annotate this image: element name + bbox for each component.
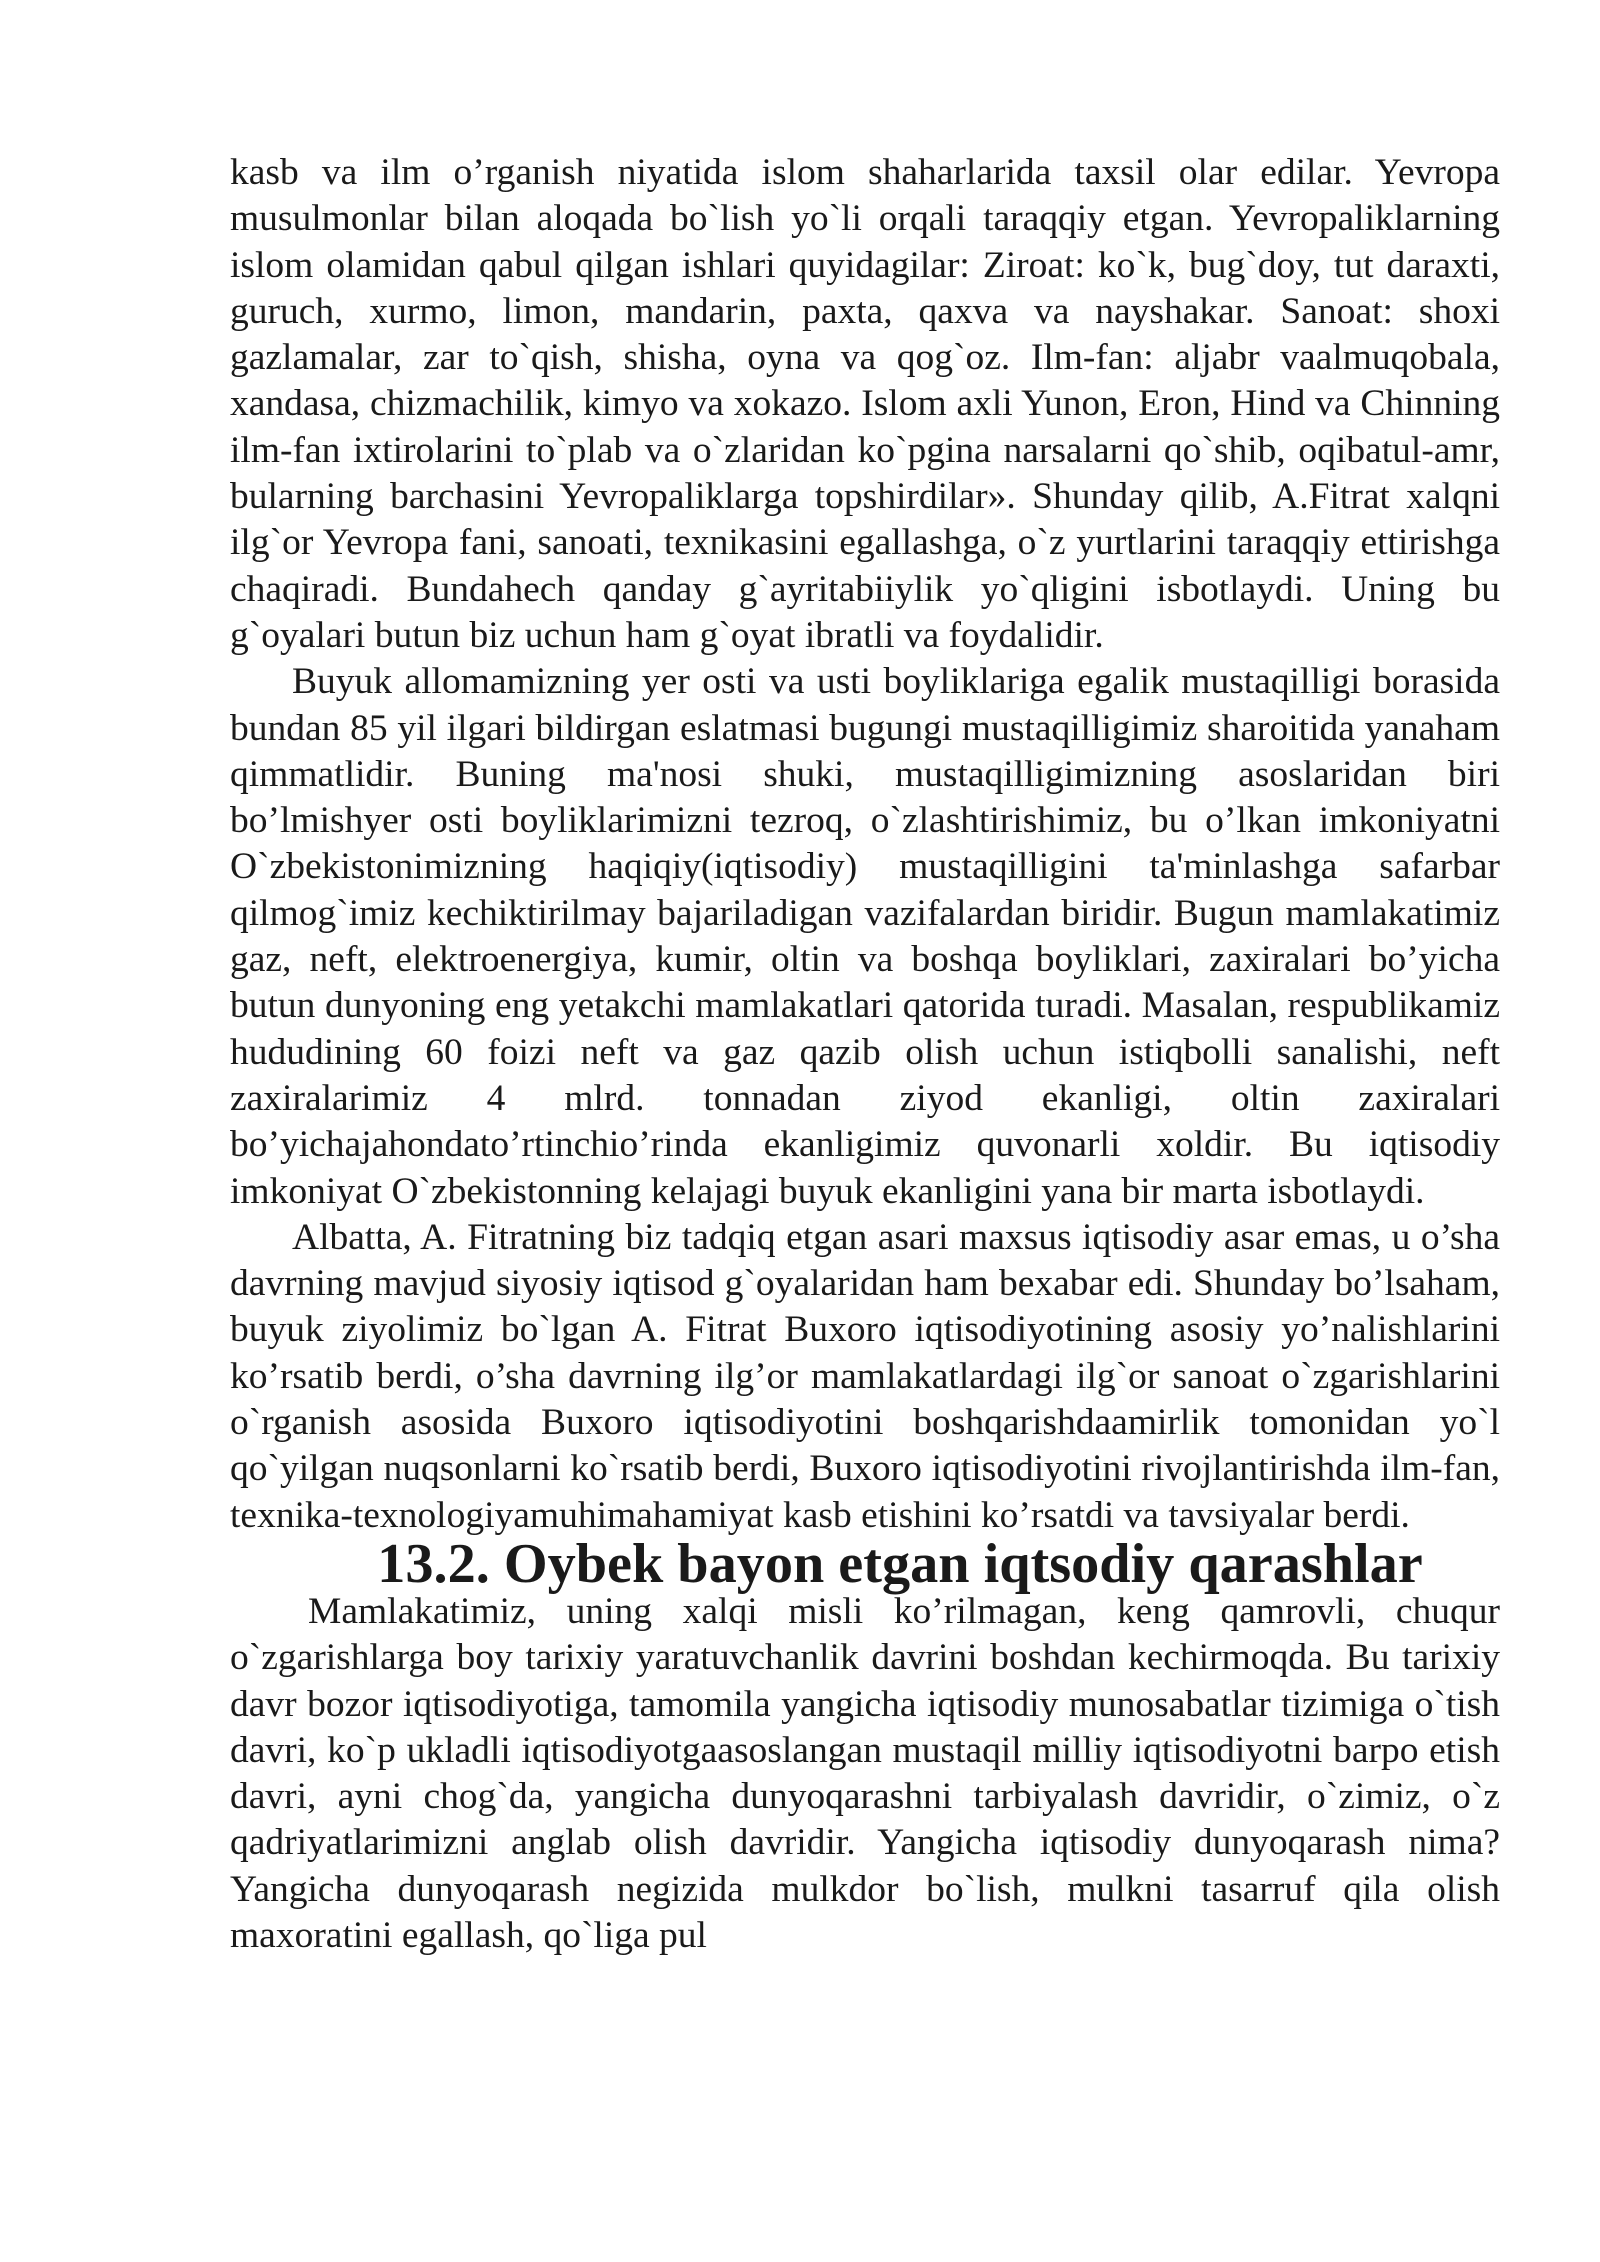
body-paragraph-2: Buyuk allomamizning yer osti va usti boyliklariga egalik mustaqilligi borasida bundan 85 yil ilgari bildirgan eslatmasi bugungi mustaqilligimiz sharoitida yanaham qimmatlidir. Buning ma'nosi shuki, mustaqilligimizning asoslaridan biri bo’lmishyer osti boyliklarimizni tezroq, o`zlashtirishimiz, bu o’lkan imkoniyatni O`zbekistonimizning haqiqiy(iqtisodiy) mustaqilligini ta'minlashga safarbar qilmog`imiz kechiktirilmay bajariladigan vazifalardan biridir. Bugun mamlakatimiz gaz, neft, elektroenergiya, kumir, oltin va boshqa boyliklari, zaxiralari bo’yicha butun dunyoning eng yetakchi mamlakatlari qatorida turadi. Masalan, respublikamiz hududining 60 foizi neft va gaz qazib olish uchun istiqbolli sanalishi, neft zaxiralarimiz 4 mlrd. tonnadan ziyod ekanligi, oltin zaxiralari bo’yichajahondato’rtinchio’rinda ekanligimiz quvonarli xoldir. Bu iqtisodiy imkoniyat O`zbekistonning kelajagi buyuk ekanligini yana bir marta isbotlaydi. (230, 661, 1500, 1212)
section-paragraph: Mamlakatimiz, uning xalqi misli ko’rilmagan, keng qamrovli, chuqur o`zgarishlarga boy tarixiy yaratuvchanlik davrini boshdan kechirmoqda. Bu tarixiy davr bozor iqtisodiyotiga, tamomila yangicha iqtisodiy munosabatlar tizimiga o`tish davri, ko`p ukladli iqtisodiyotgaasoslangan mustaqil milliy iqtisodiyotni barpo etish davri, ayni chog`da, yangicha dunyoqarashni tarbiyalash davridir, o`zimiz, o`z qadriyatlarimizni anglab olish davridir. Yangicha iqtisodiy dunyoqarash nima? Yangicha dunyoqarash negizida mulkdor bo`lish, mulkni tasarruf qila olish maxoratini egallash, qo`liga pul (230, 1590, 1500, 1956)
section-heading: 13.2. Oybek bayon etgan iqtsodiy qarashlar (377, 1532, 1423, 1595)
body-paragraph-1: kasb va ilm o’rganish niyatida islom shaharlarida taxsil olar edilar. Yevropa musulmonlar bilan aloqada bo`lish yo`li orqali taraqqiy etgan. Yevropaliklarning islom olamidan qabul qilgan ishlari quyidagilar: Ziroat: ko`k, bug`doy, tut daraxti, guruch, xurmo, limon, mandarin, paxta, qaxva va nayshakar. Sanoat: shoxi gazlamalar, zar to`qish, shisha, oyna va qog`oz. Ilm-fan: aljabr vaalmuqobala, xandasa, chizmachilik, kimyo va xokazo. Islom axli Yunon, Eron, Hind va Chinning ilm-fan ixtirolarini to`plab va o`zlaridan ko`pgina narsalarni qo`shib, oqibatul-amr, bularning barchasini Yevropaliklarga topshirdilar». Shunday qilib, A.Fitrat xalqni ilg`or Yevropa fani, sanoati, texnikasini egallashga, o`z yurtlarini taraqqiy ettirishga chaqiradi. Bundahech qanday g`ayritabiiylik yo`qligini isbotlaydi. Uning bu g`oyalari butun biz uchun ham g`oyat ibratli va foydalidir. (230, 152, 1500, 656)
body-paragraph-3: Albatta, A. Fitratning biz tadqiq etgan asari maxsus iqtisodiy asar emas, u o’sha davrning mavjud siyosiy iqtisod g`oyalaridan ham bexabar edi. Shunday bo’lsaham, buyuk ziyolimiz bo`lgan A. Fitrat Buxoro iqtisodiyotining asosiy yo’nalishlarini ko’rsatib berdi, o’sha davrning ilg’or mamlakatlardagi ilg`or sanoat o`zgarishlarini o`rganish asosida Buxoro iqtisodiyotini boshqarishdaamirlik tomonidan yo`l qo`yilgan nuqsonlarni ko`rsatib berdi, Buxoro iqtisodiyotini rivojlantirishda ilm-fan, texnika-texnologiyamuhimahamiyat kasb etishini ko’rsatdi va tavsiyalar berdi. (230, 1216, 1500, 1536)
document-page (230, 150, 1500, 1959)
